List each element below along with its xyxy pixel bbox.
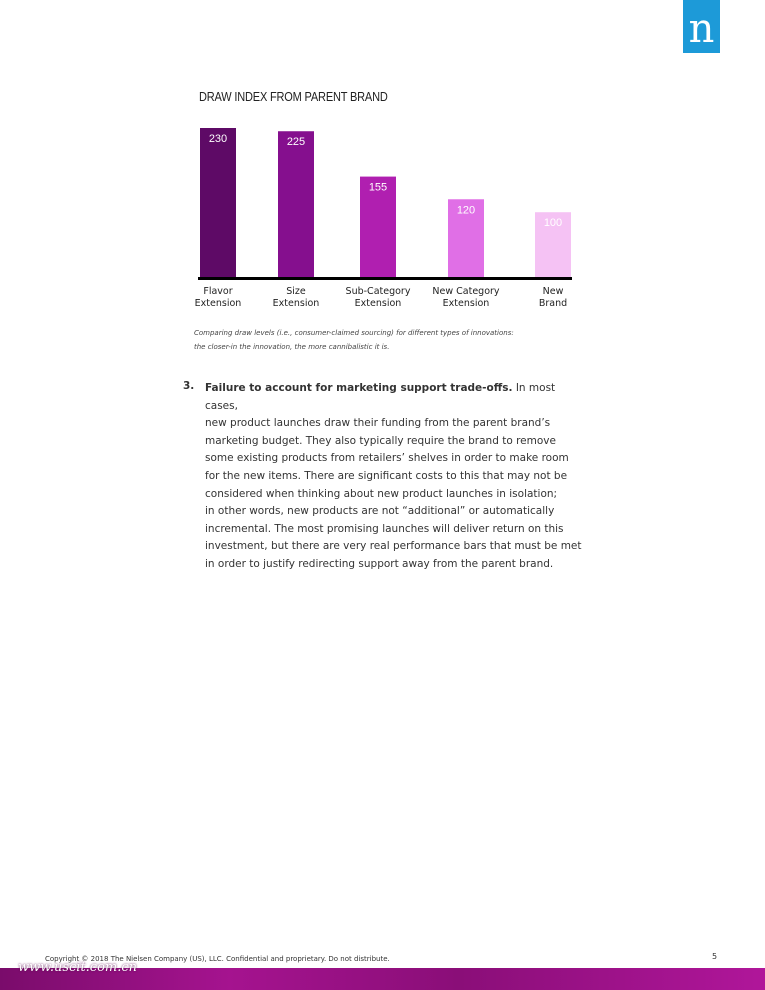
list-line: incremental. The most promising launches will deliver return on this <box>205 522 564 535</box>
category-label-3: Sub-Category <box>345 286 411 297</box>
list-line: marketing budget. They also typically require the brand to remove <box>205 434 556 447</box>
list-line: in order to justify redirecting support away from the parent brand. <box>205 557 554 570</box>
bar-value-label-4: 120 <box>456 204 476 217</box>
list-line: in other words, new products are not “additional” or automatically <box>205 505 555 518</box>
caption-line-2: the closer-in the innovation, the more cannibalistic it is. <box>194 343 390 351</box>
list-line: investment, but there are very real performance bars that must be met <box>205 540 582 553</box>
list-paragraph <box>205 380 590 574</box>
bar-value-label-5: 100 <box>543 217 563 230</box>
bar-value-label-3: 155 <box>368 181 388 194</box>
bar-2 <box>278 131 314 277</box>
category-label-2: Extension <box>272 298 320 309</box>
chart-caption <box>194 326 574 354</box>
bar-value-label-2: 225 <box>286 136 306 149</box>
category-label-5: New <box>542 286 564 297</box>
chart-title: DRAW INDEX FROM PARENT BRAND <box>199 90 388 104</box>
category-label-1: Extension <box>194 298 242 309</box>
category-label-5: Brand <box>538 298 568 309</box>
draw-index-chart <box>190 112 590 317</box>
list-line-text: In most cases, <box>205 382 556 412</box>
list-line: considered when thinking about new product launches in isolation; <box>205 487 558 500</box>
category-label-3: Extension <box>354 298 402 309</box>
page-number: 5 <box>712 952 718 961</box>
copyright-notice: Copyright © 2018 The Nielsen Company (US), LLC. Confidential and proprietary. Do not distribute. <box>45 955 390 963</box>
category-label-4: Extension <box>442 298 490 309</box>
list-bold-heading: Failure to account for marketing support trade-offs. <box>205 382 513 394</box>
caption-line-1: Comparing draw levels (i.e., consumer-claimed sourcing) for different types of innovations: <box>194 329 514 337</box>
list-line: for the new items. There are significant costs to this that may not be <box>205 469 568 482</box>
category-label-2: Size <box>286 286 306 297</box>
list-line <box>205 380 590 415</box>
watermark: www.uscit.com.cn <box>18 960 138 975</box>
list-number: 3. <box>183 380 195 392</box>
bar-value-label-1: 230 <box>208 133 228 145</box>
list-line: new product launches draw their funding from the parent brand’s <box>205 417 551 430</box>
category-label-4: New Category <box>432 286 500 297</box>
nielsen-logo: n <box>683 0 720 53</box>
bar-1 <box>200 128 236 277</box>
category-label-1: Flavor <box>203 286 233 297</box>
list-line: some existing products from retailers’ shelves in order to make room <box>205 452 569 465</box>
